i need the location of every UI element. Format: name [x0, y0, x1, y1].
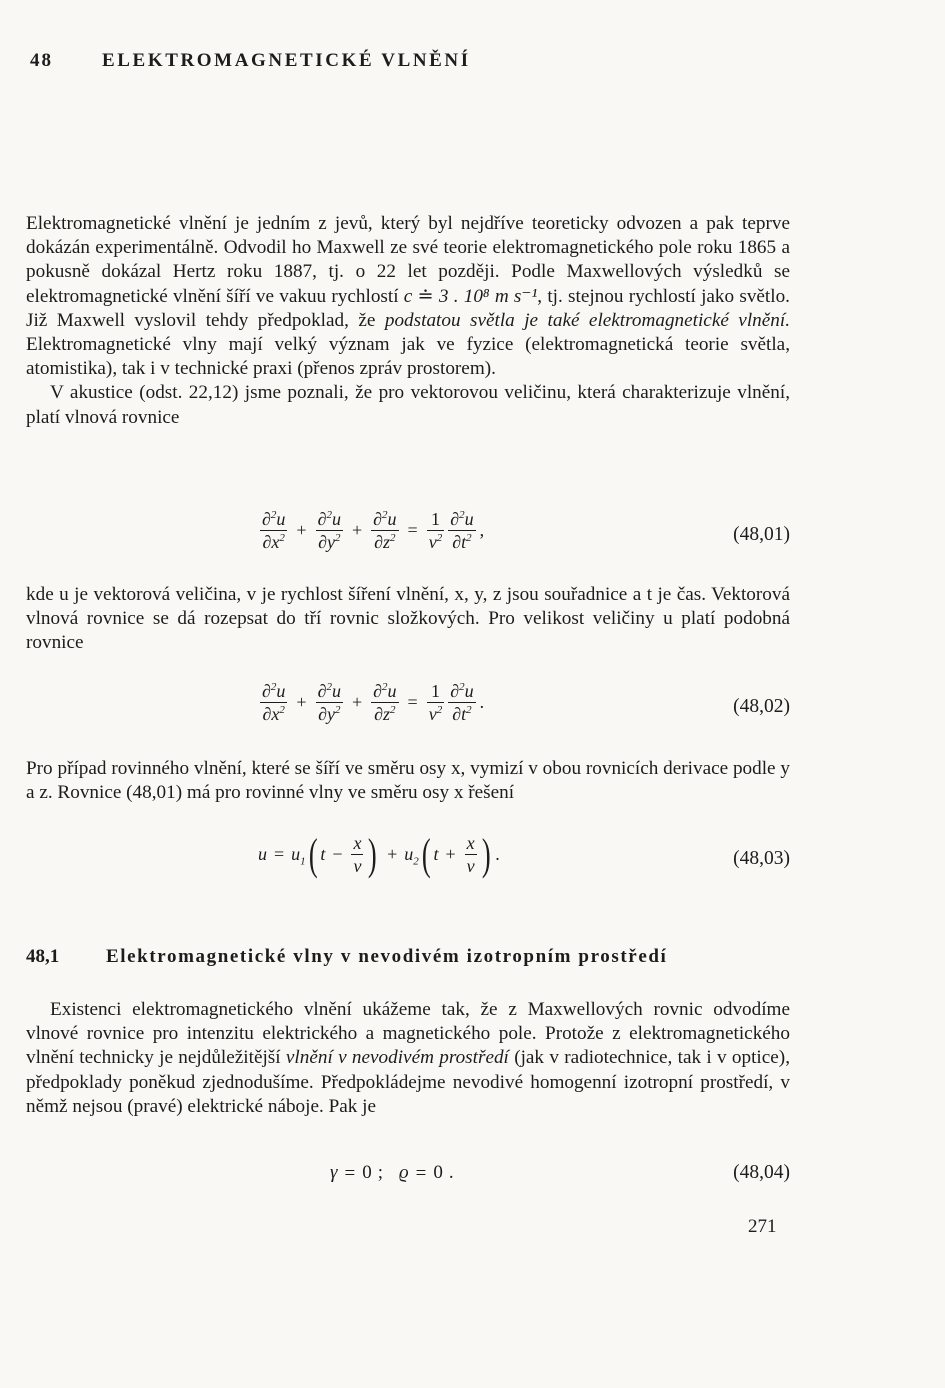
equation-number-48-04: (48,04) — [733, 1162, 790, 1183]
after-eq2-paragraph: Pro případ rovinného vlnění, které se šíří ve směru osy x, vymizí v obou rovnicích derivace podle y a z. Rovnice (48,01) má pro rovinné vlny ve směru osy x řešení — [26, 758, 790, 804]
speed-of-light-formula: c ≐ 3 . 10⁸ m s⁻¹ — [403, 285, 538, 307]
equation-48-01 — [26, 508, 790, 568]
running-head — [30, 50, 830, 72]
intro-paragraph-1 — [26, 212, 790, 381]
equation-number-48-03: (48,03) — [733, 848, 790, 869]
section-paragraph — [26, 998, 790, 1119]
section-heading — [26, 946, 806, 968]
intro-p1-part1: Elektromagnetické vlnění je jedním z jevů, který byl nejdříve teoreticky odvozen a pak teprve dokázán experimentálně. Odvodil ho Maxwell ze své teorie elektromagnetického pole roku 1865 a pokusně dokázal Hertz roku 1887, tj. o 22 let později. Podle Maxwellových výsledků se elektromagnetické vlnění šíří ve vakuu rychlostí — [26, 213, 790, 307]
equation-48-03 — [26, 829, 790, 892]
equation-number-48-02: (48,02) — [733, 696, 790, 717]
section-body-part1: Existenci elektromagnetického vlnění ukážeme tak, že z Maxwellových rovnic odvodíme vlnové rovnice pro intenzitu elektrického a magnetického pole. Protože z elektromagnetického vlnění technicky je nejdůležitější — [26, 999, 790, 1069]
after-equation-1-text — [26, 583, 790, 656]
after-eq1-paragraph: kde u je vektorová veličina, v je rychlost šíření vlnění, x, y, z jsou souřadnice a t je čas. Vektorová vlnová rovnice se dá rozepsat do tří rovnic složkových. Pro velikost veličiny u platí podobná rovnice — [26, 584, 790, 654]
after-equation-2-text — [26, 757, 790, 805]
section-body-text — [26, 998, 790, 1119]
equation-48-04 — [26, 1160, 790, 1190]
wave-equation-scalar: $\frac{\partial^2u}{\partial x^2}$ + $\frac{\partial^2u}{\partial y^2}$ + $\frac{\partial^2u}{\partial z^2}$ = $\frac{1}{v^2}$ $\frac{\partial^2u}{\partial t^2}$ . — [262, 681, 485, 724]
intro-p1-part3: Elektromagnetické vlny mají velký význam jak ve fyzice (elektromagnetická teorie světla, atomistika), tak i v technické praxi (přenos zpráv prostorem). — [26, 334, 790, 380]
wave-equation-vector: $\frac{\partial^2u}{\partial x^2}$ + $\frac{\partial^2u}{\partial y^2}$ + $\frac{\partial^2u}{\partial z^2}$ = $\frac{1}{v^2}$ $\frac{\partial^2u}{\partial t^2}$ , — [262, 509, 485, 552]
section-title: Elektromagnetické vlny v nevodivém izotropním prostředí — [106, 946, 668, 967]
intro-emphasis: podstatou světla je také elektromagnetické vlnění. — [384, 309, 790, 331]
intro-text — [26, 212, 790, 430]
section-body-part2: (jak v radiotechnice, tak i v optice), předpoklady poněkud zjednodušíme. Předpokládejme nevodivé homogenní izotropní prostředí, v němž nejsou (pravé) elektrické náboje. Pak je — [26, 1047, 790, 1117]
plane-wave-solution: $u = u_1$( t − $\frac{x}{v}$ ) + $u_2$( t + $\frac{x}{v}$ ) . — [258, 829, 500, 879]
section-emphasis: vlnění v nevodivém prostředí — [285, 1047, 509, 1069]
intro-paragraph-2: V akustice (odst. 22,12) jsme poznali, že pro vektorovou veličinu, která charakterizuje vlnění, platí vlnová rovnice — [26, 382, 790, 428]
intro-p1-part2: , tj. stejnou rychlostí jako světlo. Již Maxwell vyslovil tehdy předpoklad, že — [26, 285, 790, 331]
page-number: 271 — [748, 1216, 777, 1237]
conductivity-charge-zero: γ = 0 ; ϱ = 0 . — [330, 1162, 454, 1184]
equation-48-02 — [26, 680, 790, 740]
section-number: 48,1 — [26, 946, 60, 967]
equation-number-48-01: (48,01) — [733, 524, 790, 545]
page-label: 48 — [30, 50, 53, 71]
chapter-title: ELEKTROMAGNETICKÉ VLNĚNÍ — [102, 50, 471, 71]
